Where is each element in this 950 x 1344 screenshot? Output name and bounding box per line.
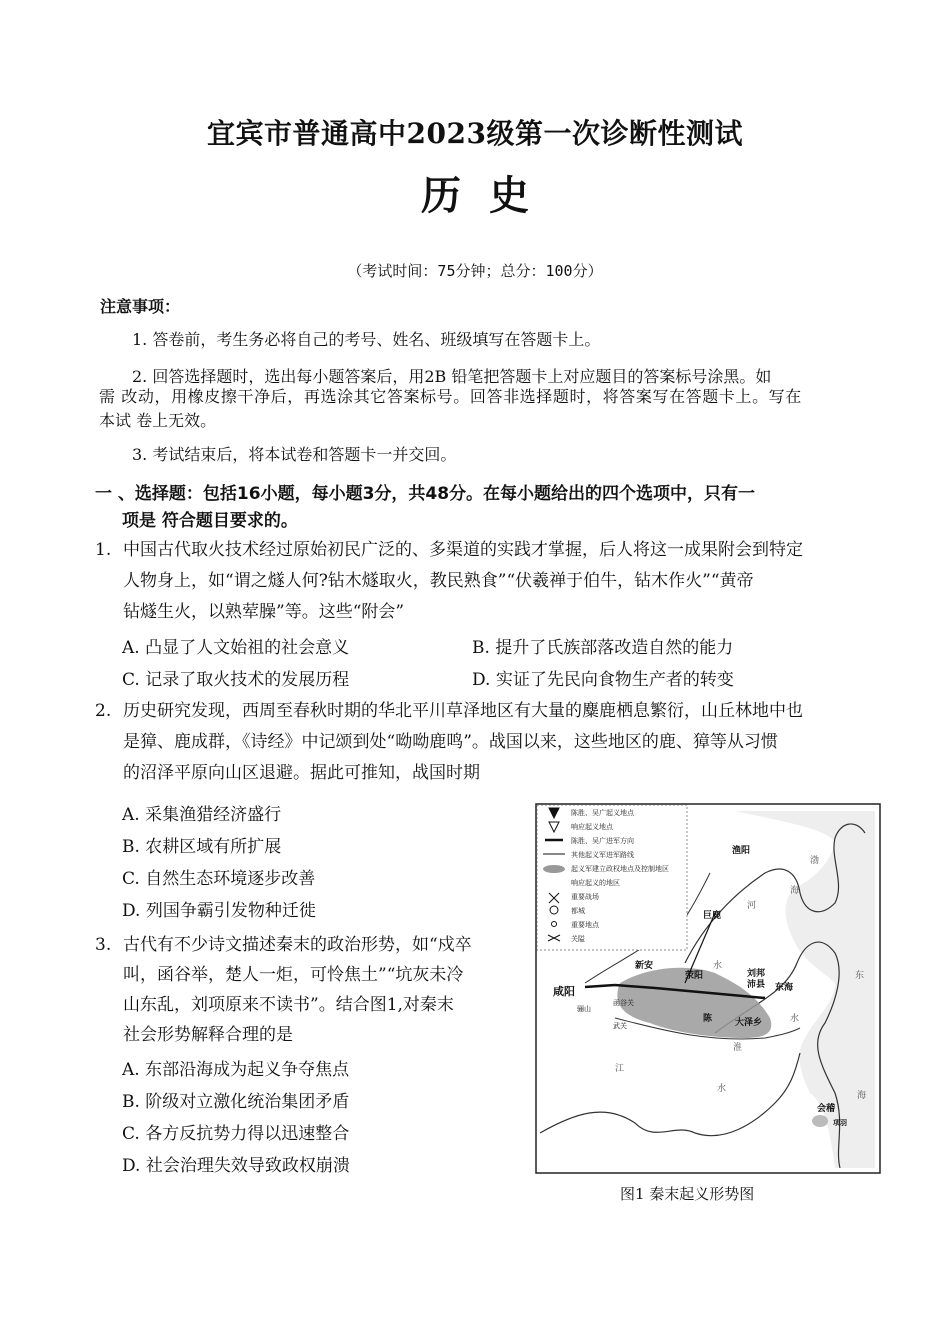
section-line-2b: 符合题目要求的。 [161, 511, 298, 531]
question-3 [95, 930, 515, 1050]
place-label: 荥阳 [685, 971, 704, 981]
legend-item: 重要地点 [571, 921, 599, 929]
legend-item: 关隘 [571, 935, 585, 943]
notice-item-2: 2. 回答选择题时，选出每小题答案后，用2B 铅笔把答题卡上对应题目的答案标号涂黑。如 [132, 367, 772, 386]
water-label: 东 [855, 971, 865, 981]
response-region [812, 1115, 828, 1127]
water-label: 河 [747, 901, 757, 911]
section-line-1: 一 、选择题：包括16小题，每小题3分，共48分。在每小题给出的四个选项中，只有一 [95, 484, 756, 504]
place-label: 骊山 [577, 1005, 591, 1013]
section-line-2 [95, 508, 855, 535]
exam-info: （考试时间：75分钟；总分：100分） [347, 262, 603, 280]
water-label: 水 [713, 961, 723, 971]
place-label: 陈 [703, 1014, 713, 1024]
water-label: 江 [615, 1064, 625, 1074]
question-line: 古代有不少诗文描述秦末的政治形势，如“戍卒 [123, 935, 472, 955]
notice-item-2-end: 本试 卷上无效。 [99, 411, 217, 430]
legend-item: 陈胜、吴广进军方向 [571, 837, 634, 845]
question-number: 2. [95, 701, 112, 721]
option-3d[interactable]: D. 社会治理失效导致政权崩溃 [122, 1156, 350, 1176]
legend-item: 其他起义军进军路线 [571, 851, 634, 859]
regime-area-icon [543, 865, 565, 873]
place-label: 大泽乡 [735, 1018, 763, 1028]
figure-caption: 图1 秦末起义形势图 [620, 1185, 755, 1203]
question-line: 钻燧生火，以熟荤臊”等。这些“附会” [123, 602, 405, 622]
subject-title: 历史 [421, 172, 557, 219]
option-3b[interactable]: B. 阶级对立激化统治集团矛盾 [122, 1092, 350, 1112]
water-label: 海 [790, 886, 800, 896]
water-label: 海 [857, 1091, 867, 1101]
water-label: 淮 [733, 1043, 743, 1053]
option-1d[interactable]: D. 实证了先民向食物生产者的转变 [472, 670, 734, 690]
water-label: 水 [790, 1014, 800, 1024]
question-line: 人物身上，如“谓之燧人何?钻木燧取火，教民熟食”“伏羲禅于伯牛，钻木作火”“黄帝 [123, 571, 754, 591]
qin-uprising-map [535, 803, 881, 1174]
legend-item: 响应起义的地区 [571, 879, 620, 887]
place-label: 项羽 [833, 1119, 847, 1127]
legend-item: 起义军建立政权地点及控制地区 [571, 865, 669, 873]
place-label: 会稽 [817, 1104, 836, 1114]
option-2a[interactable]: A. 采集渔猎经济盛行 [122, 805, 282, 825]
option-1b[interactable]: B. 提升了氏族部落改造自然的能力 [472, 638, 734, 658]
option-1a[interactable]: A. 凸显了人文始祖的社会意义 [122, 638, 350, 658]
question-1 [95, 535, 875, 628]
question-line: 叫，函谷举，楚人一炬，可怜焦土”“坑灰未冷 [123, 965, 464, 985]
notice-item-2-cont: 需 改动，用橡皮擦干净后，再选涂其它答案标号。回答非选择题时，将答案写在答题卡上。写在 [99, 387, 802, 406]
legend-item: 陈胜、吴广起义地点 [571, 809, 634, 817]
question-line: 社会形势解释合理的是 [123, 1025, 293, 1045]
question-line: 历史研究发现，西周至春秋时期的华北平川草泽地区有大量的麋鹿栖息繁衍，山丘林地中也 [123, 701, 803, 721]
legend-item: 都城 [571, 907, 585, 915]
place-label: 渔阳 [732, 846, 751, 856]
question-line: 山东乱，刘项原来不读书”。结合图1,对秦末 [123, 995, 454, 1015]
place-label: 巨鹿 [703, 911, 722, 921]
place-label: 东海 [775, 983, 794, 993]
place-label: 函谷关 [613, 999, 634, 1007]
place-label: 新安 [635, 961, 654, 971]
question-2 [95, 696, 875, 789]
water-label: 水 [717, 1084, 727, 1094]
section-line-2a: 项是 [122, 511, 162, 531]
notice-item-1: 1. 答卷前，考生务必将自己的考号、姓名、班级填写在答题卡上。 [132, 330, 601, 349]
option-3a[interactable]: A. 东部沿海成为起义争夺焦点 [122, 1060, 350, 1080]
option-2d[interactable]: D. 列国争霸引发物种迁徙 [122, 901, 316, 921]
question-number: 1. [95, 540, 112, 560]
question-line: 是獐、鹿成群，《诗经》中记颂到处“呦呦鹿鸣”。战国以来，这些地区的鹿、獐等从习惯 [123, 732, 778, 752]
water-label: 渤 [810, 856, 820, 866]
notice-heading: 注意事项： [100, 297, 181, 316]
option-2c[interactable]: C. 自然生态环境逐步改善 [122, 869, 316, 889]
legend-item: 响应起义地点 [571, 823, 613, 831]
place-label: 武关 [613, 1022, 627, 1030]
place-label: 沛县 [747, 980, 766, 990]
place-label: 刘邦 [747, 969, 766, 979]
question-number: 3. [95, 935, 112, 955]
notice-item-3: 3. 考试结束后，将本试卷和答题卡一并交回。 [132, 445, 457, 464]
question-line: 中国古代取火技术经过原始初民广泛的、多渠道的实践才掌握，后人将这一成果附会到特定 [123, 540, 803, 560]
option-1c[interactable]: C. 记录了取火技术的发展历程 [122, 670, 350, 690]
exam-title: 宜宾市普通高中2023级第一次诊断性测试 [207, 117, 743, 150]
option-3c[interactable]: C. 各方反抗势力得以迅速整合 [122, 1124, 350, 1144]
question-line: 的沼泽平原向山区退避。据此可推知，战国时期 [123, 763, 480, 783]
option-2b[interactable]: B. 农耕区域有所扩展 [122, 837, 282, 857]
section-heading [95, 481, 855, 535]
legend-item: 重要战场 [571, 893, 599, 901]
place-label: 咸阳 [553, 985, 575, 998]
